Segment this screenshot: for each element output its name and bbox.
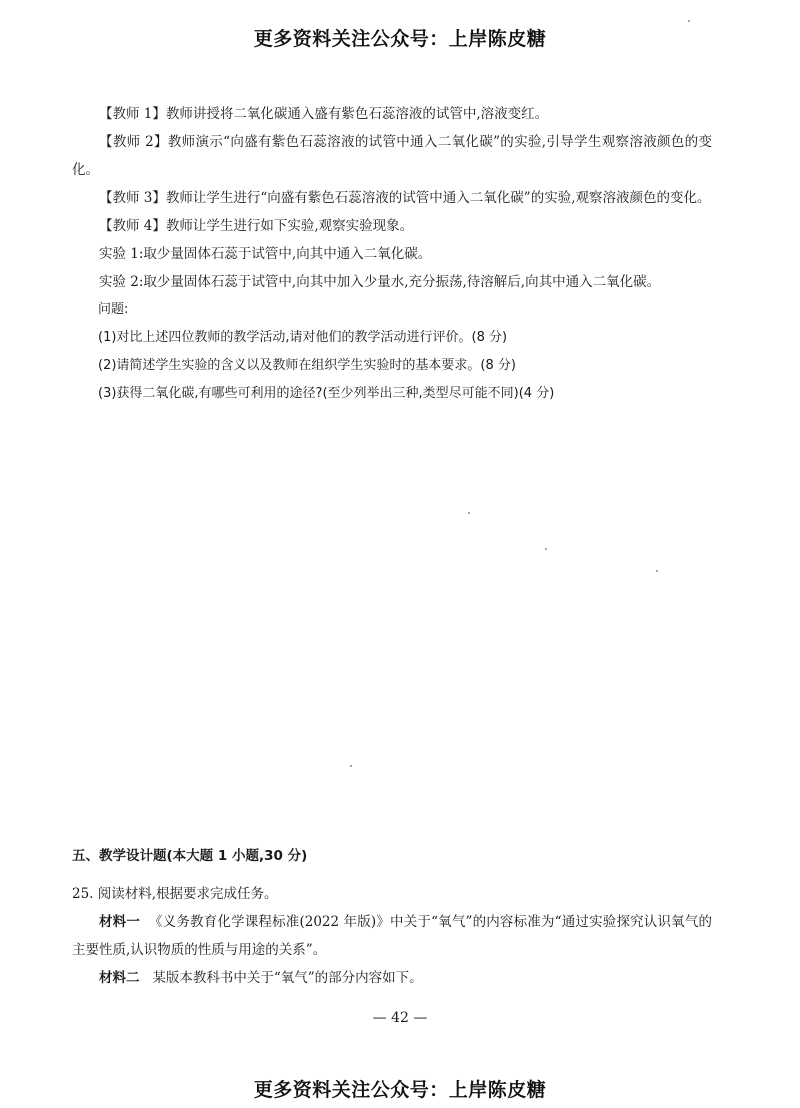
teacher-1-paragraph bbox=[72, 100, 712, 128]
page-number: — 42 — bbox=[372, 1010, 428, 1026]
scan-speck bbox=[545, 548, 547, 550]
question-3: (3)获得二氧化碳,有哪些可利用的途径?(至少列举出三种,类型尽可能不同)(4 分) bbox=[98, 386, 555, 401]
teacher-4-paragraph bbox=[72, 212, 712, 240]
scan-speck bbox=[468, 512, 470, 514]
material-2-label: 材料二 bbox=[99, 970, 140, 986]
teacher-1-label: 【教师 1】 bbox=[99, 106, 166, 122]
scan-speck bbox=[656, 570, 658, 572]
teacher-activities bbox=[72, 100, 712, 408]
experiment-1: 实验 1:取少量固体石蕊于试管中,向其中通入二氧化碳。 bbox=[99, 246, 432, 262]
material-1-paragraph bbox=[72, 908, 712, 964]
teacher-2-label: 【教师 2】 bbox=[99, 134, 168, 150]
scan-speck bbox=[688, 20, 690, 22]
scan-speck bbox=[350, 765, 352, 767]
experiment-2: 实验 2:取少量固体石蕊于试管中,向其中加入少量水,充分振荡,待溶解后,向其中通入二氧化碳。 bbox=[99, 274, 661, 290]
material-1-label: 材料一 bbox=[99, 914, 141, 930]
section-5-title: 五、教学设计题(本大题 1 小题,30 分) bbox=[72, 848, 308, 864]
teacher-2-paragraph bbox=[72, 128, 712, 184]
question-25: 25. 阅读材料,根据要求完成任务。 bbox=[72, 886, 278, 902]
teacher-1-text: 教师讲授将二氧化碳通入盛有紫色石蕊溶液的试管中,溶液变红。 bbox=[165, 106, 549, 122]
question-1: (1)对比上述四位教师的教学活动,请对他们的教学活动进行评价。(8 分) bbox=[98, 330, 508, 345]
teacher-4-text: 教师让学生进行如下实验,观察实验现象。 bbox=[165, 218, 414, 234]
material-2-text: 某版本教科书中关于“氧气”的部分内容如下。 bbox=[152, 970, 423, 986]
question-2: (2)请简述学生实验的含义以及教师在组织学生实验时的基本要求。(8 分) bbox=[98, 358, 516, 373]
section-5-body bbox=[72, 880, 712, 992]
header-banner: 更多资料关注公众号：上岸陈皮糖 bbox=[253, 28, 547, 50]
footer-banner: 更多资料关注公众号：上岸陈皮糖 bbox=[253, 1079, 547, 1101]
teacher-2-text: 教师演示“向盛有紫色石蕊溶液的试管中通入二氧化碳”的实验,引导学生观察溶液颜色的变化。 bbox=[72, 134, 712, 178]
teacher-3-text: 教师让学生进行“向盛有紫色石蕊溶液的试管中通入二氧化碳”的实验,观察溶液颜色的变化。 bbox=[165, 190, 711, 206]
teacher-3-paragraph bbox=[72, 184, 712, 212]
questions-label: 问题: bbox=[98, 302, 129, 317]
teacher-3-label: 【教师 3】 bbox=[99, 190, 166, 206]
material-1-text: 《义务教育化学课程标准(2022 年版)》中关于“氧气”的内容标准为“通过实验探究认识氧气的主要性质,认识物质的性质与用途的关系”。 bbox=[72, 914, 713, 958]
teacher-4-label: 【教师 4】 bbox=[99, 218, 166, 234]
material-2-paragraph bbox=[72, 964, 712, 992]
